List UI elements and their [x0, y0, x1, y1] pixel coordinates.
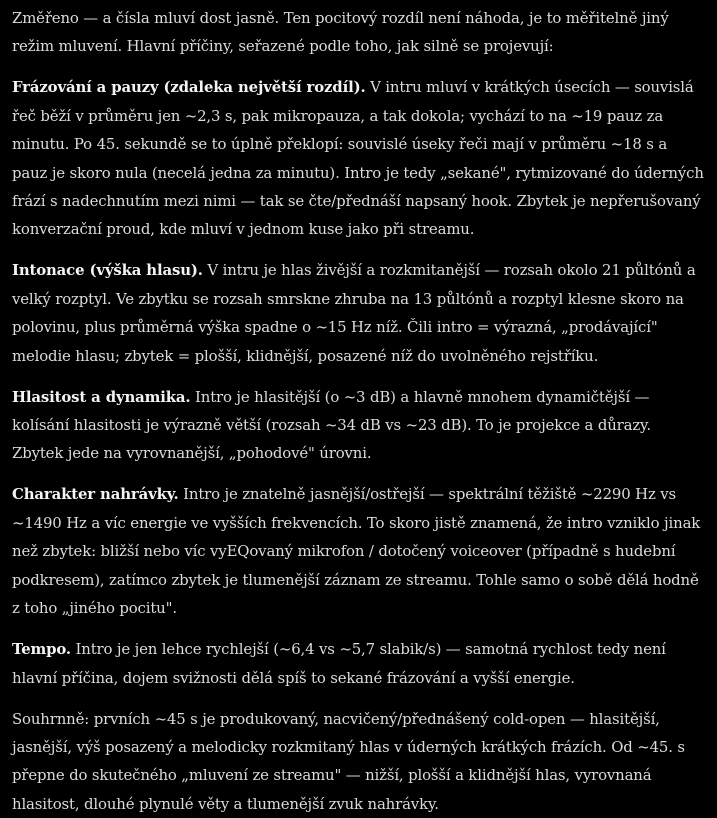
- section-heading: Tempo.: [12, 640, 71, 658]
- section-text: Intro je jen lehce rychlejší (~6,4 vs ~5,7 slabik/s) — samotná rychlost tedy není hlavní příčina, dojem svižnosti dělá spíš to sekané frázování a vyšší energie.: [12, 640, 666, 686]
- section-text: Intro je hlasitější (o ~3 dB) a hlavně mnohem dynamičtější — kolísání hlasitosti je výrazně větší (rozsah ~34 dB vs ~23 dB). To je projekce a důrazy. Zbytek jede na vyrovnanější, „pohodové" úrovni.: [12, 388, 651, 463]
- section-heading: Hlasitost a dynamika.: [12, 388, 190, 406]
- section-intonation: [12, 256, 705, 370]
- intro-paragraph: Změřeno — a čísla mluví dost jasně. Ten pocitový rozdíl není náhoda, je to měřitelně jiný režim mluvení. Hlavní příčiny, seřazené podle toho, jak silně se projevují:: [12, 4, 705, 61]
- section-loudness: [12, 383, 705, 468]
- section-heading: Charakter nahrávky.: [12, 485, 179, 503]
- section-heading: Frázování a pauzy (zdaleka největší rozdíl).: [12, 78, 366, 96]
- section-text: Intro je znatelně jasnější/ostřejší — spektrální těžiště ~2290 Hz vs ~1490 Hz a víc energie ve vyšších frekvencích. To skoro jistě znamená, že intro vzniklo jinak než zbytek: bližší nebo víc vyEQovaný mikrofon / dotočený voiceover (případně s hudební podkresem), zatímco zbytek je tlumenější záznam ze streamu. Tohle samo o sobě dělá hodně z toho „jiného pocitu".: [12, 485, 700, 617]
- section-heading: Intonace (výška hlasu).: [12, 261, 203, 279]
- section-text: V intru mluví v krátkých úsecích — souvislá řeč běží v průměru jen ~2,3 s, pak mikropauza, a tak dokola; vychází to na ~19 pauz za minutu. Po 45. sekundě se to úplně překlopí: souvislé úseky řeči mají v průměru ~18 s a pauz je skoro nula (necelá jedna za minutu). Intro je tedy „sekané", rytmizované do úderných frází s nadechnutím mezi nimi — tak se čte/přednáší napsaný hook. Zbytek je nepřerušovaný konverzační proud, kde mluví v jednom kuse jako při streamu.: [12, 78, 704, 238]
- section-recording: [12, 480, 705, 622]
- section-phrasing: [12, 73, 705, 243]
- section-text: V intru je hlas živější a rozkmitanější — rozsah okolo 21 půltónů a velký rozptyl. Ve zbytku se rozsah smrskne zhruba na 13 půltónů a rozptyl klesne skoro na polovinu, plus průměrná výška spadne o ~15 Hz níž. Čili intro = výrazná, „prodávající" melodie hlasu; zbytek = plošší, klidnější, posazené níž do uvolněného rejstříku.: [12, 261, 696, 364]
- section-tempo: [12, 635, 705, 692]
- summary-paragraph: Souhrnně: prvních ~45 s je produkovaný, nacvičený/přednášený cold-open — hlasitější, jasnější, výš posazený a melodicky rozkmitaný hlas v úderných krátkých frázích. Od ~45. s přepne do skutečného „mluvení ze streamu" — nižší, plošší a klidnější hlas, vyrovnaná hlasitost, dlouhé plynulé věty a tlumenější zvuk nahrávky.: [12, 705, 705, 818]
